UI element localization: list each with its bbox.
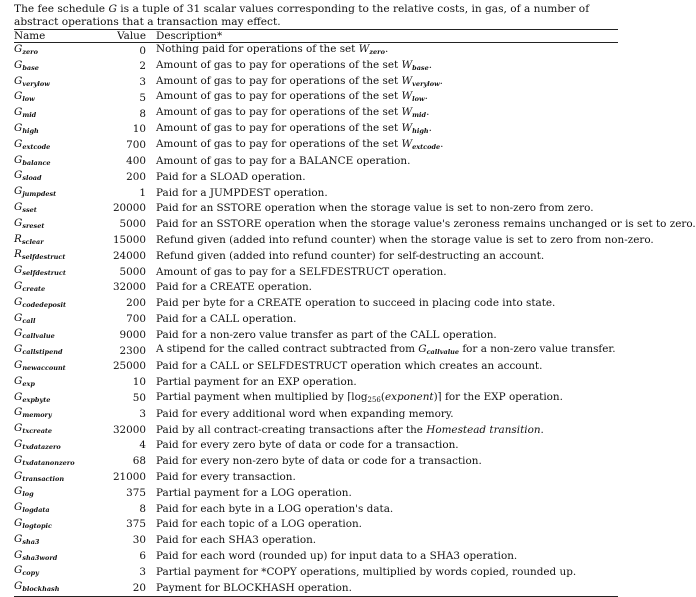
fee-name-cell: [14, 564, 98, 580]
fee-symbol: G: [14, 58, 23, 71]
table-row: [14, 185, 618, 201]
fee-name-cell: [14, 75, 98, 91]
fee-name-cell: [14, 470, 98, 486]
fee-value-cell: 2300: [119, 344, 146, 357]
fee-value-cell: 3: [139, 76, 146, 89]
description-text: Paid by all contract-creating transactions after the: [156, 423, 427, 436]
fee-value-cell: 20000: [112, 202, 146, 215]
fee-description-cell: [150, 312, 618, 328]
fee-value-cell: 6: [139, 550, 146, 562]
fee-symbol: G: [14, 200, 23, 213]
description-symbol-letter: W: [401, 121, 413, 134]
fee-symbol-subscript: exp: [22, 379, 35, 388]
fee-name-cell: [14, 185, 98, 201]
fee-symbol: G: [14, 121, 23, 134]
fee-description-cell: [150, 106, 618, 122]
description-text: .: [426, 106, 430, 119]
table-row: [14, 75, 618, 91]
fee-name-cell: [14, 217, 98, 233]
fee-value-cell: 20: [98, 580, 150, 596]
description-text: )⌉ for the EXP operation.: [433, 390, 563, 403]
table-row: [14, 154, 618, 170]
table-row: [14, 59, 618, 75]
description-text: Amount of gas to pay for a BALANCE operation.: [156, 155, 411, 168]
description-symbol: [401, 122, 428, 134]
description-symbol-letter: W: [401, 74, 413, 87]
table-row: [14, 501, 618, 517]
fee-symbol: G: [14, 327, 23, 340]
fee-symbol: G: [14, 279, 23, 292]
fee-value-cell: 30: [132, 534, 146, 547]
fee-name-cell: [14, 501, 98, 517]
table-row: [14, 201, 618, 217]
table-row: [14, 248, 618, 264]
fee-description-cell: [150, 359, 618, 375]
description-text: Paid for every non-zero byte of data or code for a transaction.: [156, 455, 482, 468]
fee-name-cell: [14, 359, 98, 375]
fee-symbol: G: [14, 390, 23, 403]
description-text: .: [439, 74, 443, 87]
fee-description-cell: [150, 533, 618, 549]
fee-value-cell: 10: [132, 376, 146, 389]
fee-description-cell: [150, 280, 618, 296]
fee-name-cell: [14, 43, 98, 59]
table-row: [14, 138, 618, 154]
fee-value-cell: 4: [139, 439, 146, 452]
fee-symbol: G: [14, 485, 23, 498]
description-symbol-subscript: low: [412, 95, 425, 104]
description-text: Paid for a non-zero value transfer as part of the CALL operation.: [156, 328, 497, 341]
fee-name-cell: [14, 264, 98, 280]
description-text: Partial payment for a LOG operation.: [156, 486, 352, 499]
fee-symbol: R: [14, 232, 22, 245]
fee-symbol-subscript: codedeposit: [22, 300, 66, 309]
caption-lead: The fee schedule: [14, 3, 109, 15]
fee-symbol-subscript: sha3: [22, 537, 40, 546]
fee-symbol: G: [14, 437, 23, 450]
fee-value-cell: 5: [139, 91, 146, 104]
fee-symbol-subscript: jumpdest: [22, 190, 57, 199]
table-row: [14, 375, 618, 391]
fee-symbol-subscript: balance: [22, 158, 51, 167]
table-row: [14, 470, 618, 486]
fee-description-cell: [150, 406, 618, 422]
fee-symbol-subscript: selfdestruct: [21, 253, 66, 262]
table-row: [14, 327, 618, 343]
description-text: .: [540, 423, 544, 436]
fee-symbol: G: [14, 406, 23, 419]
description-text: Paid for every zero byte of data or code for a transaction.: [156, 439, 459, 452]
fee-name-cell: [14, 296, 98, 312]
fee-description-cell: [150, 185, 618, 201]
fee-description-cell: [150, 501, 618, 517]
fee-symbol: G: [14, 106, 23, 119]
fee-symbol-subscript: high: [22, 126, 39, 135]
fee-value-cell: 5000: [119, 218, 146, 231]
fee-symbol-subscript: mid: [22, 111, 37, 120]
table-row: [14, 438, 618, 454]
fee-description-cell: [150, 75, 618, 91]
table-row: [14, 343, 618, 359]
fee-name-cell: [14, 422, 98, 438]
table-row: [14, 454, 618, 470]
table-row: [14, 549, 618, 565]
fee-name-cell: [14, 517, 98, 533]
table-row: [14, 217, 618, 233]
caption-symbol: G: [108, 3, 117, 15]
fee-symbol-subscript: extcode: [22, 142, 51, 151]
fee-description-cell: [150, 375, 618, 391]
table-caption: [14, 3, 618, 29]
fee-symbol-subscript: call: [22, 316, 36, 325]
description-text: Amount of gas to pay for operations of the set: [156, 137, 402, 150]
fee-symbol-subscript: sclear: [21, 237, 44, 246]
table-row: [14, 296, 618, 312]
fee-symbol: G: [14, 137, 23, 150]
fee-symbol-subscript: copy: [22, 569, 39, 578]
fee-name-cell: [14, 138, 98, 154]
fee-description-cell: [150, 264, 618, 280]
fee-value-cell: 2: [139, 60, 146, 73]
description-text: Paid for each byte in a LOG operation's data.: [156, 502, 394, 515]
fee-symbol: G: [14, 185, 23, 198]
fee-symbol-subscript: transaction: [22, 474, 65, 483]
fee-symbol: G: [14, 90, 23, 103]
fee-symbol: G: [14, 532, 23, 545]
fee-symbol-subscript: logtopic: [22, 521, 52, 530]
fee-name-cell: [14, 122, 98, 138]
fee-description-cell: [150, 549, 618, 565]
description-symbol-letter: W: [401, 58, 413, 71]
description-symbol-subscript: base: [412, 63, 429, 72]
table-row: [14, 122, 618, 138]
table-row: [14, 359, 618, 375]
table-row: [14, 280, 618, 296]
fee-symbol: G: [14, 343, 23, 356]
description-text: .: [428, 121, 432, 134]
description-text: Amount of gas to pay for a SELFDESTRUCT operation.: [156, 265, 447, 278]
fee-symbol-subscript: txcreate: [22, 427, 53, 436]
description-symbol-subscript: callvalue: [426, 348, 460, 357]
description-symbol: [418, 343, 459, 355]
fee-description-cell: [150, 90, 618, 106]
fee-symbol: G: [14, 374, 23, 387]
description-text: Partial payment for *COPY operations, multiplied by words copied, rounded up.: [156, 565, 577, 578]
fee-symbol-subscript: create: [22, 284, 46, 293]
description-text: .: [440, 137, 444, 150]
fee-symbol: G: [14, 311, 23, 324]
description-text: A stipend for the called contract subtracted from: [156, 343, 419, 356]
fee-value-cell: 1: [139, 186, 146, 199]
fee-description-cell: [150, 517, 618, 533]
fee-symbol: G: [14, 453, 23, 466]
fee-symbol: R: [14, 248, 22, 261]
description-text: Payment for BLOCKHASH operation.: [156, 581, 352, 594]
description-symbol: [401, 138, 440, 150]
description-text: Paid for a JUMPDEST operation.: [156, 186, 328, 199]
fee-symbol-subscript: txdatanonzero: [22, 458, 75, 467]
fee-value-cell: 8: [139, 107, 146, 120]
fee-symbol-subscript: sload: [22, 174, 42, 183]
fee-description-cell: [150, 391, 618, 407]
fee-description-cell: [150, 138, 618, 154]
table-row: [14, 90, 618, 106]
description-symbol-subscript: high: [412, 126, 429, 135]
description-text: Paid for a SLOAD operation.: [156, 170, 306, 183]
table-row: [14, 406, 618, 422]
fee-symbol-subscript: base: [22, 63, 39, 72]
fee-value-cell: 375: [126, 486, 146, 499]
fee-symbol: G: [14, 358, 23, 371]
fee-symbol-subscript: log: [22, 490, 34, 499]
fee-symbol: G: [14, 469, 23, 482]
description-text: Paid for every additional word when expanding memory.: [156, 407, 454, 420]
fee-symbol: G: [14, 74, 23, 87]
fee-value-cell: 700: [126, 139, 146, 152]
description-symbol-letter: W: [358, 43, 370, 55]
fee-value-cell: 15000: [112, 234, 146, 247]
fee-description-cell: [150, 217, 696, 233]
fee-symbol-subscript: callvalue: [22, 332, 55, 341]
fee-name-cell: [14, 391, 98, 407]
fee-name-cell: [14, 533, 98, 549]
fee-description-cell: [150, 248, 618, 264]
fee-schedule-table: [14, 29, 696, 597]
fee-symbol: G: [14, 548, 23, 561]
table-row: [14, 169, 618, 185]
fee-description-cell: [150, 327, 618, 343]
description-subscript: 256: [367, 395, 381, 404]
fee-name-cell: [14, 580, 98, 596]
description-symbol: [401, 75, 439, 87]
header-value: Value: [98, 30, 150, 43]
fee-symbol: G: [14, 422, 23, 435]
description-emphasis: exponent: [384, 390, 434, 403]
fee-value-cell: 21000: [112, 471, 146, 484]
fee-description-cell: [150, 564, 618, 580]
fee-symbol: G: [14, 169, 23, 182]
fee-description-cell: [150, 343, 618, 359]
description-symbol-subscript: extcode: [412, 142, 441, 151]
fee-description-cell: [150, 485, 618, 501]
fee-name-cell: [14, 406, 98, 422]
description-text: Refund given (added into refund counter) for self-destructing an account.: [156, 249, 545, 262]
fee-name-cell: [14, 343, 98, 359]
fee-description-cell: [150, 233, 654, 249]
header-name: Name: [14, 30, 98, 43]
table-row: [14, 517, 618, 533]
caption-text: is a tuple of 31 scalar values corresponding to the relative costs, in gas, of a number of abstract operations that a transaction may effect.: [14, 3, 590, 28]
table-row: [14, 533, 618, 549]
fee-symbol-subscript: blockhash: [22, 585, 60, 594]
table-row: [14, 485, 618, 501]
fee-description-cell: [150, 422, 618, 438]
fee-name-cell: [14, 169, 98, 185]
fee-description-cell: [150, 580, 618, 596]
fee-value-cell: 400: [126, 155, 146, 168]
fee-description-cell: [150, 470, 618, 486]
fee-description-cell: [150, 59, 618, 75]
fee-name-cell: [14, 90, 98, 106]
fee-name-cell: [14, 248, 98, 264]
description-symbol-subscript: zero: [369, 48, 385, 56]
description-symbol: [401, 59, 428, 71]
description-text: .: [428, 58, 433, 71]
fee-value-cell: 0: [139, 44, 146, 57]
table-row: [14, 312, 618, 328]
fee-value-cell: 700: [126, 313, 146, 326]
table-row: [14, 106, 618, 122]
fee-name-cell: [14, 327, 98, 343]
fee-symbol: G: [14, 153, 23, 166]
fee-symbol: G: [14, 580, 23, 593]
table-row: [14, 391, 618, 407]
table-row: [14, 422, 618, 438]
table-header-row: [14, 30, 618, 43]
description-symbol-letter: W: [401, 90, 413, 103]
fee-name-cell: [14, 233, 98, 249]
description-symbol-letter: W: [401, 106, 413, 119]
fee-symbol-subscript: zero: [22, 48, 38, 56]
description-emphasis: Homestead transition: [426, 423, 541, 436]
description-text: Nothing paid for operations of the set: [156, 43, 359, 55]
description-text: Paid for each SHA3 operation.: [156, 534, 317, 547]
fee-symbol-subscript: selfdestruct: [22, 269, 66, 278]
fee-value-cell: 375: [126, 518, 146, 531]
fee-symbol-subscript: callstipend: [22, 348, 63, 357]
fee-value-cell: 32000: [112, 281, 146, 294]
description-symbol: [359, 43, 385, 55]
table-row: [14, 43, 618, 59]
fee-value-cell: 50: [132, 392, 146, 405]
fee-description-cell: [150, 438, 618, 454]
fee-value-cell: 24000: [112, 249, 146, 262]
fee-description-cell: [150, 201, 618, 217]
description-symbol-letter: G: [418, 343, 427, 356]
fee-symbol-subscript: verylow: [22, 79, 50, 88]
fee-symbol-subscript: sreset: [22, 221, 45, 230]
fee-description-cell: [150, 296, 618, 312]
description-text: Paid for an SSTORE operation when the storage value's zeroness remains unchanged or is set to zero.: [156, 218, 696, 231]
description-text: Amount of gas to pay for operations of the set: [156, 90, 402, 103]
description-text: Paid for a CALL operation.: [156, 313, 297, 326]
fee-name-cell: [14, 154, 98, 170]
fee-name-cell: [14, 485, 98, 501]
description-symbol-subscript: verylow: [412, 79, 440, 88]
fee-value-cell: 200: [126, 297, 146, 310]
fee-name-cell: [14, 454, 98, 470]
fee-symbol-subscript: memory: [22, 411, 52, 420]
description-symbol-subscript: mid: [412, 111, 427, 120]
fee-symbol: G: [14, 501, 23, 514]
description-text: .: [384, 43, 389, 55]
table-row: [14, 264, 618, 280]
fee-value-cell: 9000: [119, 328, 146, 341]
description-text: Partial payment when multiplied by ⌈log: [156, 390, 368, 403]
fee-symbol-subscript: newaccount: [22, 363, 66, 372]
description-text: Paid for every transaction.: [156, 471, 296, 484]
table-row: [14, 580, 618, 596]
table-row: [14, 564, 618, 580]
description-text: Amount of gas to pay for operations of the set: [156, 74, 402, 87]
fee-value-cell: 8: [139, 502, 146, 515]
description-text: Paid for each topic of a LOG operation.: [156, 518, 362, 531]
fee-symbol: G: [14, 295, 23, 308]
description-symbol-letter: W: [401, 137, 413, 150]
fee-symbol-subscript: logdata: [22, 506, 50, 515]
description-text: (: [380, 390, 385, 403]
description-text: Paid for a CREATE operation.: [156, 281, 312, 294]
description-text: Amount of gas to pay for operations of the set: [156, 58, 402, 71]
description-symbol: [401, 106, 426, 118]
description-text: Paid for an SSTORE operation when the storage value is set to non-zero from zero.: [156, 202, 594, 215]
fee-name-cell: [14, 438, 98, 454]
description-text: Paid for each word (rounded up) for input data to a SHA3 operation.: [156, 550, 518, 562]
fee-value-cell: 68: [132, 455, 146, 468]
fee-name-cell: [14, 59, 98, 75]
fee-value-cell: 5000: [119, 265, 146, 278]
fee-symbol-subscript: expbyte: [22, 395, 51, 404]
fee-name-cell: [14, 201, 98, 217]
header-description: Description*: [150, 30, 618, 43]
description-text: Partial payment for an EXP operation.: [156, 376, 357, 389]
description-text: .: [424, 90, 428, 103]
fee-name-cell: [14, 280, 98, 296]
fee-value-cell: 32000: [112, 423, 146, 436]
fee-symbol: G: [14, 264, 23, 277]
description-text: Paid for a CALL or SELFDESTRUCT operation which creates an account.: [156, 360, 543, 373]
fee-symbol: G: [14, 216, 23, 229]
fee-value-cell: 10: [132, 123, 146, 136]
table-body: [14, 43, 696, 597]
fee-description-cell: [150, 154, 618, 170]
fee-symbol-subscript: txdatazero: [22, 442, 61, 451]
description-text: Refund given (added into refund counter) when the storage value is set to zero from non-zero.: [156, 234, 654, 247]
fee-value-cell: 25000: [112, 360, 146, 373]
fee-value-cell: 3: [139, 565, 146, 578]
fee-symbol: G: [14, 516, 23, 529]
fee-name-cell: [14, 312, 98, 328]
fee-value-cell: 3: [139, 407, 146, 420]
description-text: Amount of gas to pay for operations of the set: [156, 121, 402, 134]
description-symbol: [401, 90, 424, 102]
description-text: Amount of gas to pay for operations of the set: [156, 106, 402, 119]
fee-symbol: G: [14, 564, 23, 577]
fee-symbol-subscript: low: [22, 95, 35, 104]
fee-symbol-subscript: sha3word: [22, 553, 58, 562]
fee-value-cell: 200: [126, 170, 146, 183]
fee-description-cell: [150, 122, 618, 138]
fee-name-cell: [14, 106, 98, 122]
description-text: Paid per byte for a CREATE operation to succeed in placing code into state.: [156, 297, 556, 310]
fee-symbol: G: [14, 43, 23, 55]
fee-description-cell: [150, 43, 618, 59]
fee-description-cell: [150, 169, 618, 185]
fee-symbol-subscript: sset: [22, 205, 37, 214]
fee-name-cell: [14, 375, 98, 391]
fee-name-cell: [14, 549, 98, 565]
description-text: for a non-zero value transfer.: [459, 343, 616, 356]
fee-description-cell: [150, 454, 618, 470]
table-row: [14, 233, 618, 249]
